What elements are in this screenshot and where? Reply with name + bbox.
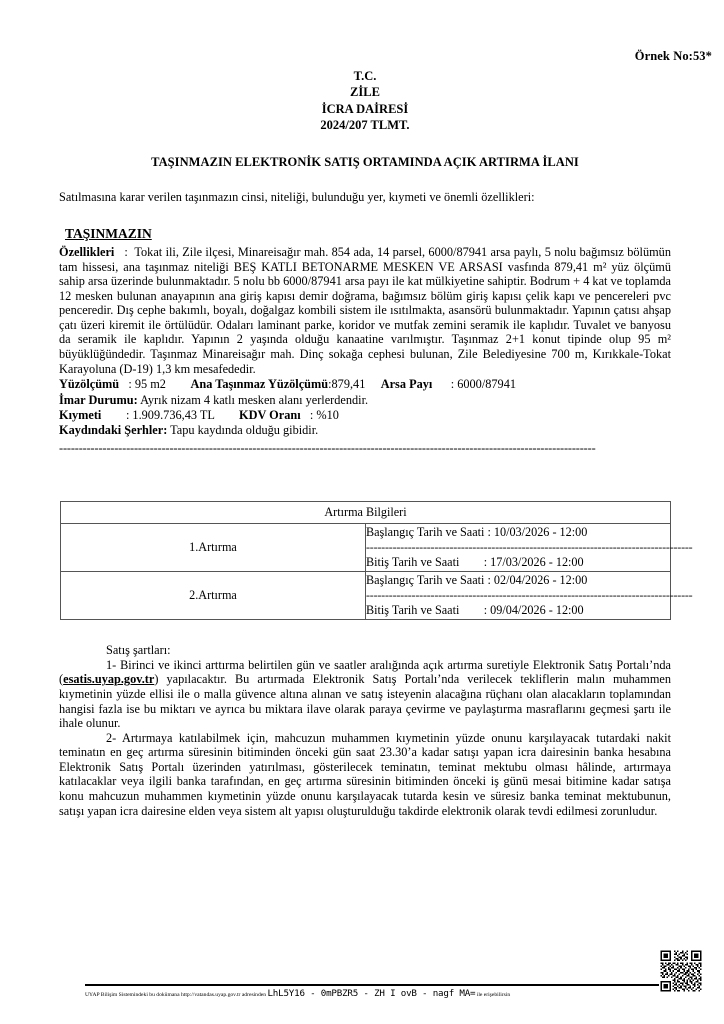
table-row — [61, 523, 671, 571]
court-header — [59, 0, 671, 133]
kiymeti-label: Kıymeti — [59, 407, 102, 422]
auction-dates-cell-1 — [366, 523, 693, 571]
esatis-portal-link[interactable]: esatis.uyap.gov.tr — [63, 672, 155, 687]
auction-end-value-2: 09/04/2026 - 12:00 — [490, 602, 584, 617]
kdv-value: : %10 — [309, 407, 339, 422]
imar-label: İmar Durumu: — [59, 392, 138, 407]
footer-divider — [85, 984, 662, 986]
field-row-serhler — [59, 423, 671, 438]
qr-code-graphic — [659, 949, 703, 993]
yuzolcumu-label: Yüzölçümü — [59, 377, 120, 392]
table-header-row — [61, 501, 671, 523]
spacer-1 — [166, 377, 191, 391]
page-title: TAŞINMAZIN ELEKTRONİK SATIŞ ORTAMINDA AÇIK ARTIRMA İLANI — [151, 155, 579, 170]
field-row-kiymeti — [59, 408, 671, 423]
auction-end-label-2: Bitiş Tarih ve Saati : — [366, 602, 491, 617]
auction-end-label-1: Bitiş Tarih ve Saati : — [366, 554, 491, 569]
auction-start-value-2: 02/04/2026 - 12:00 — [493, 572, 588, 587]
intro-text: Satılmasına karar verilen taşınmazın cinsi, niteliği, bulunduğu yer, kıymeti ve önemli özellikleri: — [59, 190, 535, 205]
court-header-line-2: ZİLE — [350, 85, 380, 100]
section-divider-dashed: ---------------------------------------------------------------------------------------------------------------------------------------- — [59, 442, 596, 455]
auction-inner-divider-2: -------------------------------------------------------------------------------------- — [366, 588, 693, 602]
property-ozellikleri-label: Özellikleri — [59, 245, 115, 260]
conditions-item-1 — [59, 658, 671, 731]
court-header-line-3: İCRA DAİRESİ — [321, 101, 409, 116]
ana-tasinmaz-label: Ana Taşınmaz Yüzölçümü — [190, 377, 329, 392]
auction-end-value-1: 17/03/2026 - 12:00 — [490, 554, 584, 569]
auction-end-line-1 — [366, 554, 670, 571]
footer-document-code: LhL5Y16 - 0mPBZR5 - ZH I ovB - nagf MA= — [267, 988, 476, 999]
footer-suffix: ile erişebilirsin — [475, 992, 511, 998]
field-row-imar — [59, 393, 671, 408]
auction-start-label-1: Başlangıç Tarih ve Saati : — [366, 524, 494, 539]
auction-dates-cell-2 — [366, 571, 693, 619]
court-header-line-1: T.C. — [353, 69, 377, 83]
section-heading-tasinmazin: TAŞINMAZIN — [65, 226, 152, 242]
footer-verification-text — [85, 988, 665, 1001]
arsa-payi-label: Arsa Payı — [380, 377, 433, 392]
conditions-item-1-post: ) yapılacaktır. Bu artırmada Elektronik Satış Portalı’nda verilecek tekliflerin malın muhammen kıymetinin yüzde ellisi ile o malla güvence altına alınan ve satış isteyenin alacağına rüçhanı olan alacakların toplamından hangisi fazla ise bu miktarı ve ayrıca bu miktara ilave olarak paraya çevirme ve paylaştırma masraflarını geçmesi şartı ile ihale olunur. — [59, 672, 671, 731]
yuzolcumu-value-text: : 95 m2 — [128, 377, 166, 392]
property-ozellikleri-text: Tokat ili, Zile ilçesi, Minareisağır mah. 854 ada, 14 parsel, 6000/87941 arsa paylı, 5 nolu bağımsız bölümün tam hissesi, ana taşınmaz niteliği BEŞ KATLI BETONARME MESKEN VE ARSASI vasfında 879,41 m² yüz ölçümü sahip arsa üzerinde bulunmaktadır. 5 nolu bb 6000/87941 arsa payı ile kat mülkiyetine sahiptir. Bodrum + 4 kat ve toplamda 12 mesken bulunan anayapının ana giriş kapısı demir doğrama, bağımsız bölüm giriş kapısı çelik kapı ve pencereleri pvc penceredir. Dış cephe bakımlı, boyalı, doğalgaz kombili sistem ile ısıtılmakta, asansörü bulunmaktadır. Yapının çatısı ahşap çatı üzeri kiremit ile örtülüdür. Odaları laminant parke, koridor ve mutfak zemini seramik ile kaplıdır. Tuvalet ve banyosu da seramik ile kaplıdır. Yapının 2 yaşında olduğu kanaatine varılmıştır. Taşınmaz 2+1 konut tipinde olup 95 m² büyüklüğündedir. Taşınmaz Minareisağır mah. Dinç sokağa cephesi bulunan, Zile Belediyesine 700 m, Kırıkkale-Tokat Karayoluna (D-19) 1,3 km mesafededir. — [59, 245, 671, 376]
auction-round-label-2: 2.Artırma — [61, 571, 366, 619]
ana-tasinmaz-value: :879,41 — [328, 377, 366, 392]
qr-code — [659, 949, 703, 993]
property-field-list — [59, 377, 671, 439]
auction-round-label-1: 1.Artırma — [61, 523, 366, 571]
auction-start-label-2: Başlangıç Tarih ve Saati : — [366, 572, 494, 587]
auction-start-line-1 — [366, 524, 670, 541]
conditions-item-1-pre: 1- Birinci ve ikinci arttırma belirtilen gün ve saatler aralığında açık artırma suretiyle Elektronik Satış Portalı’nda ( — [59, 657, 671, 687]
kdv-label: KDV Oranı — [239, 407, 301, 422]
property-description — [59, 245, 671, 376]
conditions-item-2: 2- Artırmaya katılabilmek için, mahcuzun muhammen kıymetinin yüzde onunu karşılayacak tutardaki nakit teminatın en geç artırma süresinin bitiminden önceki gün saat 23.30’a kadar satışı yapan icra dairesinin banka hesabına Elektronik Satış Portalı üzerinden yatırılması, gösterilecek teminatın, teminat mektubu olması hâlinde, artırmaya katılacaklar veya ilgili banka tarafından, en geç artırma süresinin bitiminden önceki iş günü mesai bitimine kadar satışa konu mahcuzun muhammen kıymetinin yüzde onunu karşılayacak tutarda kesin ve süresiz banka teminat mektubunun, satışı yapan icra dairesine elden veya sistem alt yapısı oluşturulduğu takdirde elektronik olarak tevdi edilmesi zorunludur. — [59, 730, 671, 818]
property-ozellikleri-sep: : — [114, 245, 135, 260]
conditions-heading: Satış şartları: — [106, 642, 171, 657]
arsa-payi-value-text: : 6000/87941 — [450, 377, 516, 392]
auction-table-header: Artırma Bilgileri — [61, 501, 671, 523]
yuzolcumu-value — [119, 377, 128, 391]
form-number: Örnek No:53* — [634, 49, 712, 63]
serhler-value: Tapu kaydında olduğu gibidir. — [170, 423, 319, 438]
auction-inner-divider-1: -------------------------------------------------------------------------------------- — [366, 540, 693, 554]
field-row-areas — [59, 377, 671, 392]
spacer-6 — [301, 408, 310, 422]
court-header-line-4: 2024/207 TLMT. — [320, 117, 410, 132]
spacer-5 — [214, 408, 239, 422]
imar-value: Ayrık nizam 4 katlı mesken alanı yerlerdendir. — [140, 392, 369, 407]
footer-prefix: UYAP Bilişim Sistemindeki bu dokümana http://vatandas.uyap.gov.tr adresinden — [85, 992, 268, 998]
table-row — [61, 571, 671, 619]
kiymeti-value: : 1.909.736,43 TL — [125, 407, 215, 422]
auction-start-value-1: 10/03/2026 - 12:00 — [493, 524, 588, 539]
spacer-4 — [101, 408, 126, 422]
auction-info-table — [60, 501, 693, 620]
arsa-payi-value — [432, 377, 450, 391]
serhler-label: Kaydındaki Şerhler: — [59, 423, 168, 438]
auction-start-line-2 — [366, 572, 670, 589]
auction-end-line-2 — [366, 602, 670, 619]
spacer-2 — [365, 377, 380, 391]
